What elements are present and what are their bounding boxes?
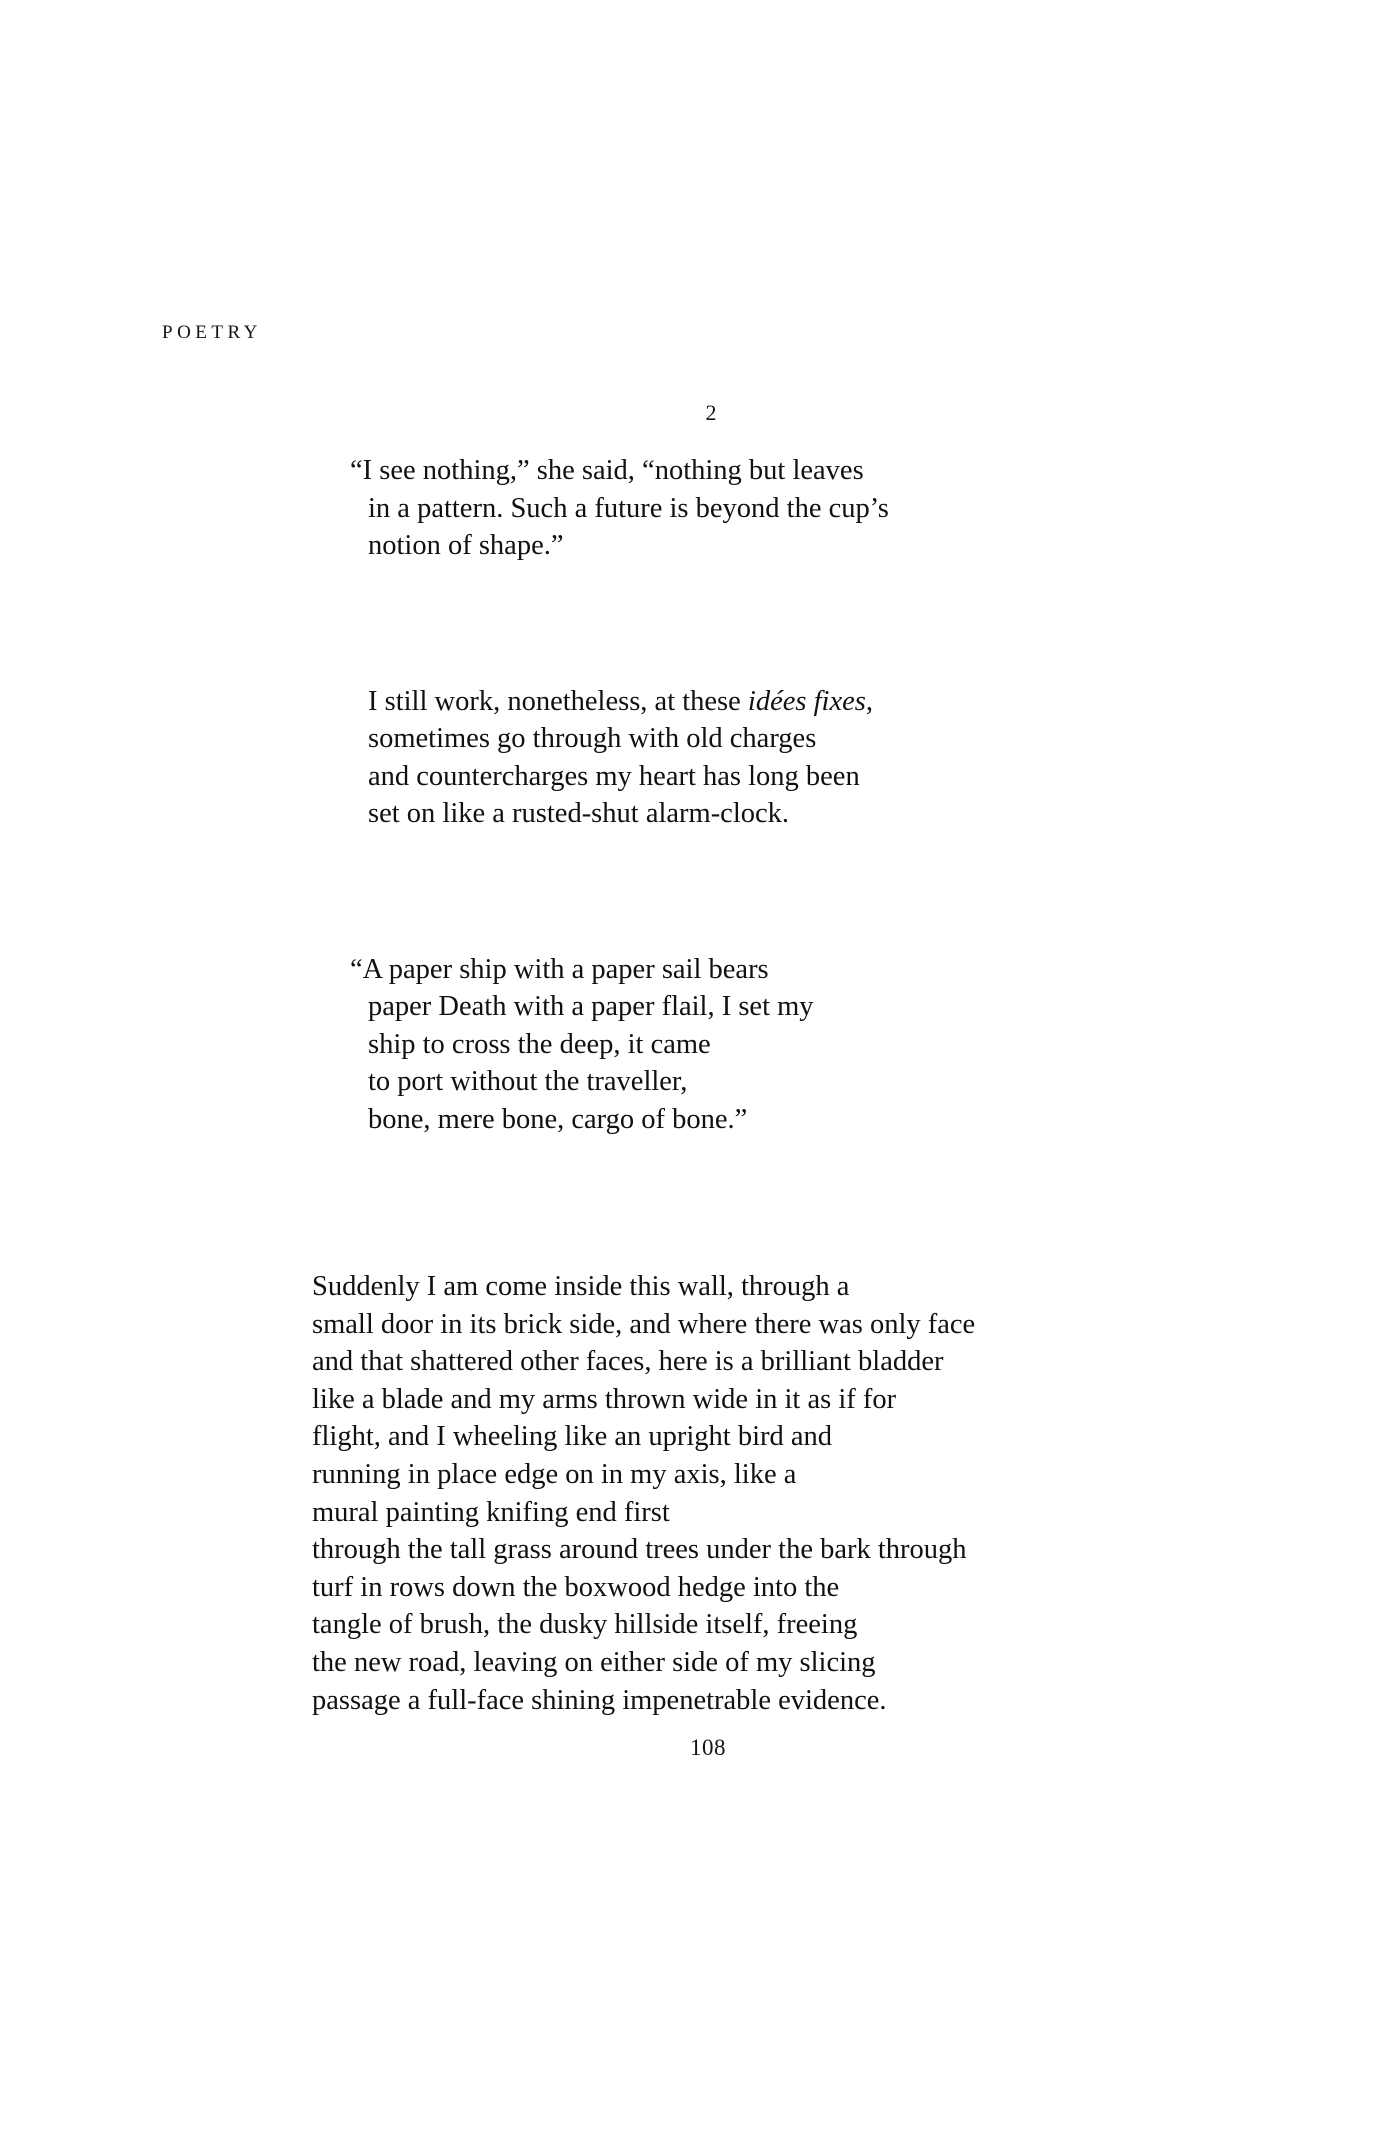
stanza-gap — [0, 833, 1400, 951]
page-folio — [0, 1735, 1400, 1761]
poem-line-italic-segment: idées fixes — [747, 685, 866, 717]
stanza-gap — [0, 565, 1400, 683]
poem-line — [368, 683, 1400, 721]
stanza-4 — [0, 1268, 1400, 1719]
poem-line: Suddenly I am come inside this wall, through a — [312, 1271, 850, 1302]
poem-line-segment: I still work, nonetheless, at these — [368, 685, 748, 717]
poem-line: “A paper ship with a paper sail bears — [350, 953, 769, 985]
folio-number: 108 — [690, 1735, 726, 1760]
stanza-3 — [0, 951, 1400, 1139]
poem-line: ship to cross the deep, it came — [368, 1028, 711, 1060]
section-number-value: 2 — [705, 400, 717, 425]
stanza-gap — [0, 1138, 1400, 1268]
poem-line: to port without the traveller, — [368, 1066, 688, 1097]
poem-line: through the tall grass around trees under the bark through — [312, 1534, 967, 1566]
poem-line: running in place edge on in my axis, like a — [312, 1458, 797, 1490]
running-head: POETRY — [162, 322, 262, 343]
poem-line: set on like a rusted-shut alarm-clock. — [368, 798, 790, 829]
poem-line: paper Death with a paper flail, I set my — [368, 991, 814, 1022]
stanza-2 — [0, 683, 1400, 833]
poem-line: like a blade and my arms thrown wide in it as if for — [312, 1383, 897, 1415]
poem-line-segment: , — [865, 685, 873, 717]
poem-line: and countercharges my heart has long been — [368, 760, 860, 792]
poem-line: flight, and I wheeling like an upright bird and — [312, 1421, 832, 1453]
poem-line: small door in its brick side, and where there was only face — [312, 1308, 976, 1340]
poem-line: the new road, leaving on either side of my slicing — [312, 1646, 876, 1678]
poem-line: in a pattern. Such a future is beyond the cup’s — [368, 492, 889, 524]
poem-line: and that shattered other faces, here is a brilliant bladder — [312, 1346, 944, 1378]
stanza-1 — [0, 452, 1400, 565]
poem-line: “I see nothing,” she said, “nothing but leaves — [350, 455, 864, 486]
poem-line: mural painting knifing end first — [312, 1496, 670, 1528]
poem-line: tangle of brush, the dusky hillside itself, freeing — [312, 1609, 858, 1641]
poem-line: passage a full-face shining impenetrable evidence. — [312, 1684, 887, 1716]
poem-line: sometimes go through with old charges — [368, 723, 817, 754]
poem-line: turf in rows down the boxwood hedge into the — [312, 1571, 840, 1603]
poem-line: notion of shape.” — [368, 530, 564, 561]
section-number — [0, 400, 1400, 426]
poem-body — [0, 452, 1400, 1719]
poem-line: bone, mere bone, cargo of bone.” — [368, 1103, 748, 1135]
